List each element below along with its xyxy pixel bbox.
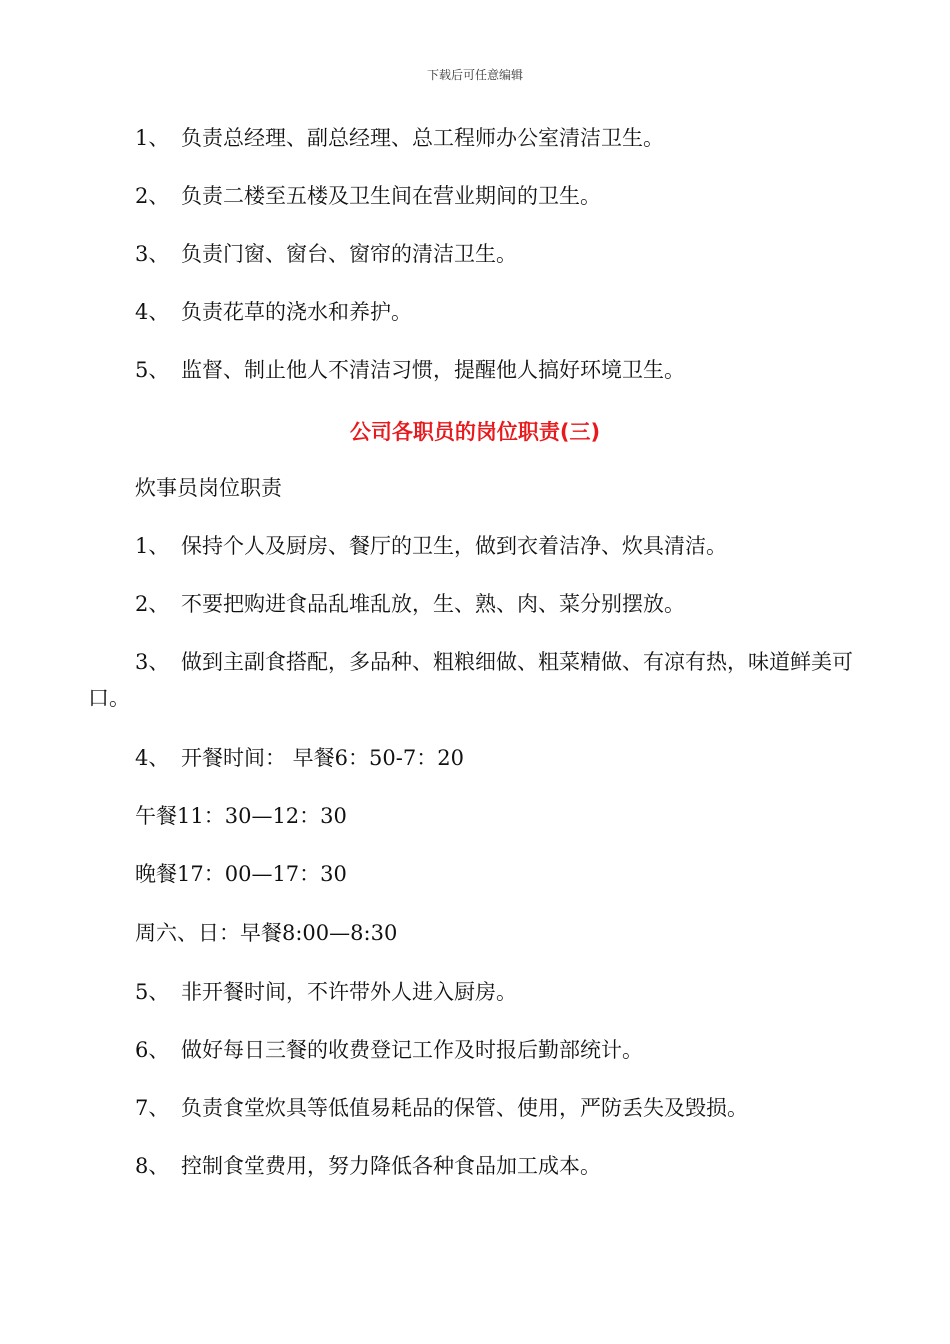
item-number: 2、 bbox=[135, 592, 170, 616]
item-text: 负责食堂炊具等低值易耗品的保管、使用，严防丢失及毁损。 bbox=[181, 1096, 748, 1120]
item-text: 非开餐时间，不许带外人进入厨房。 bbox=[181, 980, 517, 1004]
list-item bbox=[135, 592, 855, 616]
item-number: 3、 bbox=[135, 650, 170, 674]
item-number: 1、 bbox=[135, 126, 170, 150]
list-item bbox=[135, 746, 855, 770]
item-text: 负责二楼至五楼及卫生间在营业期间的卫生。 bbox=[181, 184, 601, 208]
item-text: 负责总经理、副总经理、总工程师办公室清洁卫生。 bbox=[181, 126, 664, 150]
list-item bbox=[135, 1154, 855, 1178]
list-item bbox=[135, 1096, 855, 1120]
list-item bbox=[135, 534, 855, 558]
lunch-time: 午餐11：30—12：30 bbox=[135, 804, 347, 828]
list-item bbox=[135, 126, 855, 150]
item-number: 2、 bbox=[135, 184, 170, 208]
list-item bbox=[135, 1038, 855, 1062]
page-header-note: 下载后可任意编辑 bbox=[426, 68, 523, 82]
item-text: 做好每日三餐的收费登记工作及时报后勤部统计。 bbox=[181, 1038, 643, 1062]
item-text: 开餐时间： 早餐6：50-7：20 bbox=[181, 746, 464, 770]
list-item bbox=[88, 644, 858, 716]
item-text: 不要把购进食品乱堆乱放，生、熟、肉、菜分别摆放。 bbox=[181, 592, 685, 616]
dinner-time: 晚餐17：00—17：30 bbox=[135, 862, 347, 886]
item-text: 负责门窗、窗台、窗帘的清洁卫生。 bbox=[181, 242, 517, 266]
item-number: 3、 bbox=[135, 242, 170, 266]
item-number: 7、 bbox=[135, 1096, 170, 1120]
item-number: 4、 bbox=[135, 746, 170, 770]
item-number: 5、 bbox=[135, 980, 170, 1004]
item-text: 控制食堂费用，努力降低各种食品加工成本。 bbox=[181, 1154, 601, 1178]
subheading: 炊事员岗位职责 bbox=[135, 476, 282, 500]
item-text: 负责花草的浇水和养护。 bbox=[181, 300, 412, 324]
weekend-time: 周六、日：早餐8:00—8:30 bbox=[135, 921, 398, 945]
item-text: 监督、制止他人不清洁习惯，提醒他人搞好环境卫生。 bbox=[181, 358, 685, 382]
section-title: 公司各职员的岗位职责(三) bbox=[349, 420, 601, 444]
item-number: 6、 bbox=[135, 1038, 170, 1062]
item-text: 保持个人及厨房、餐厅的卫生，做到衣着洁净、炊具清洁。 bbox=[181, 534, 727, 558]
list-item bbox=[135, 300, 855, 324]
list-item bbox=[135, 358, 855, 382]
list-item bbox=[135, 980, 855, 1004]
item-number: 1、 bbox=[135, 534, 170, 558]
item-text: 做到主副食搭配，多品种、粗粮细做、粗菜精做、有凉有热，味道鲜美可口。 bbox=[88, 650, 853, 710]
list-item bbox=[135, 242, 855, 266]
item-number: 4、 bbox=[135, 300, 170, 324]
item-number: 8、 bbox=[135, 1154, 170, 1178]
list-item bbox=[135, 184, 855, 208]
item-number: 5、 bbox=[135, 358, 170, 382]
